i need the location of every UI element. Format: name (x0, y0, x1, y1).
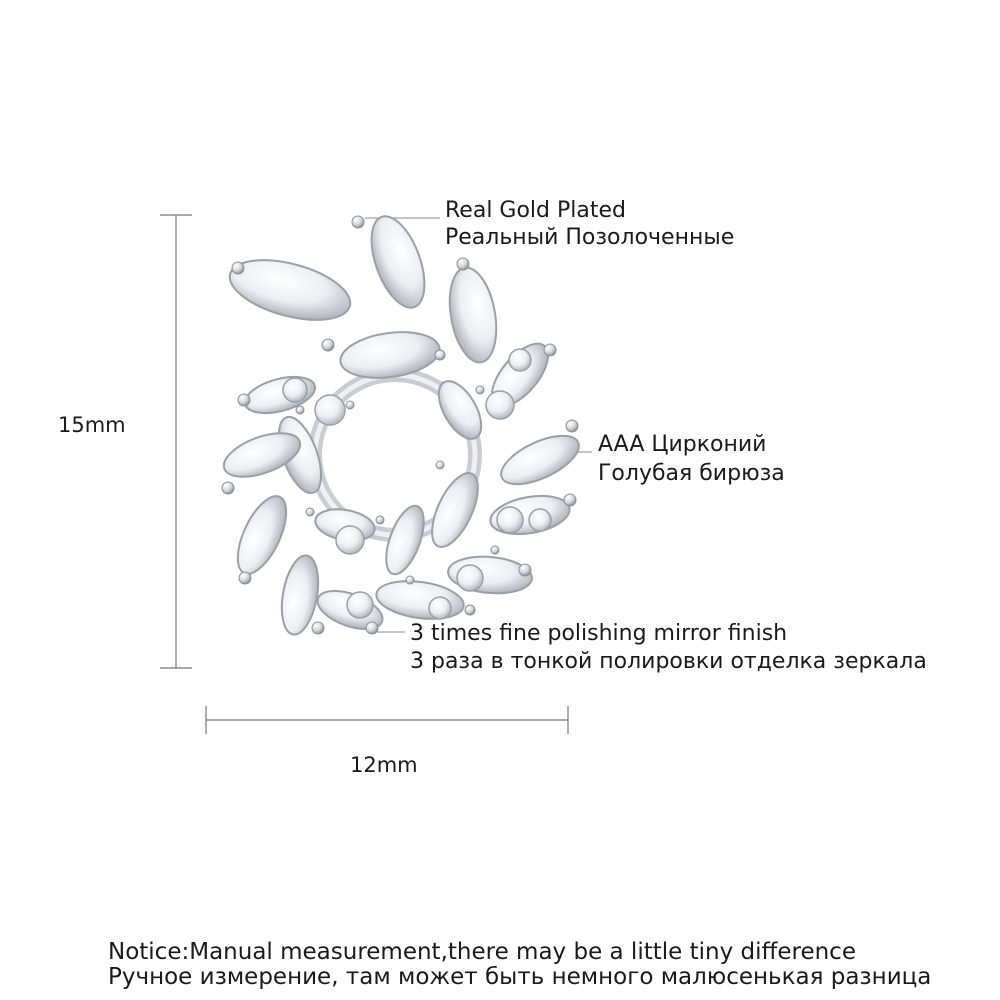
height-label: 15mm (58, 413, 126, 437)
height-dimension-line (160, 215, 192, 668)
polish-label-en: 3 times fine polishing mirror finish (410, 621, 788, 646)
polish-label-ru: 3 раза в тонкой полировки отделка зеркала (410, 649, 927, 674)
stone-label-ru: Голубая бирюза (598, 461, 785, 486)
notice-ru: Ручное измерение, там может быть немного малюсенькая разница (108, 964, 932, 990)
width-dimension-line (206, 706, 568, 734)
plating-label-ru: Реальный Позолоченные (445, 225, 735, 250)
width-label: 12mm (350, 753, 418, 777)
notice-en: Notice:Manual measurement,there may be a little tiny difference (108, 939, 856, 965)
stone-label-en: AAA Цирконий (598, 432, 767, 457)
wreath-brooch (218, 209, 585, 637)
plating-label-en: Real Gold Plated (445, 198, 626, 223)
